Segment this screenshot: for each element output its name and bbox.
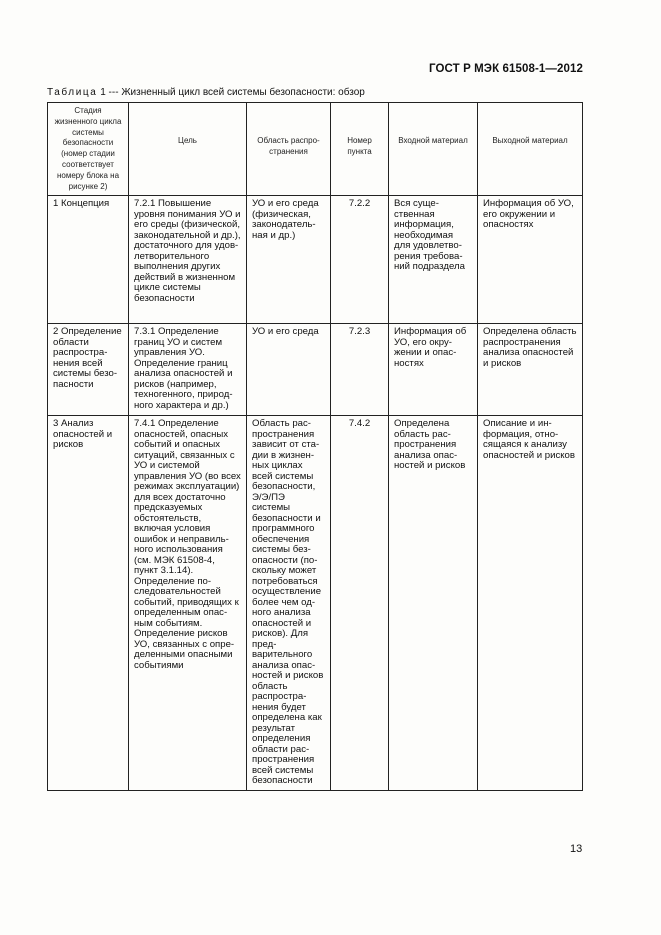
- caption-number: 1: [100, 87, 106, 98]
- cell-input: Вся существенная информация, необходимая для удовлетворения требований подраздела: [389, 196, 478, 324]
- table-header-row: [48, 103, 583, 196]
- page-number: 13: [570, 843, 583, 855]
- cell-stage: 1 Концепция: [48, 196, 129, 324]
- cell-scope: УО и его среда: [247, 324, 331, 416]
- caption-text: Жизненный цикл всей системы безопасности: обзор: [121, 87, 365, 98]
- cell-stage: 3 Анализ опасностей и рисков: [48, 416, 129, 791]
- caption-dash: ---: [108, 87, 119, 98]
- header-scope: Область распространения: [247, 103, 331, 196]
- caption-label: Таблица: [47, 87, 98, 98]
- table-caption: [47, 87, 365, 98]
- cell-clause: 7.2.3: [331, 324, 389, 416]
- header-goal: Цель: [129, 103, 247, 196]
- cell-goal: 7.4.1 Определение опасностей, опасных событий и опасных ситуаций, связанных с УО и системой управления УО (во всех режимах эксплуатации) для всех достаточно предсказуемых обстоятельств, включая условия ошибок и неправильного использования (см. МЭК 61508-4, пункт 3.1.14). Определение последовательностей событий, приводящих к определенным опасным событиям. Определение рисков УО, связанных с определенными опасными событиями: [129, 416, 247, 791]
- cell-clause: 7.2.2: [331, 196, 389, 324]
- cell-scope: Область распространения зависит от стадии в жизненных циклах всей системы безопасности, Э/Э/ПЭ системы безопасности и программного обеспечения системы безопасности (поскольку может потребоваться осуществление более чем одного анализа опасностей и рисков). Для предварительного анализа опасностей и рисков область распространения будет определена как результат определения области распространения всей системы безопасности: [247, 416, 331, 791]
- header-stage: Стадия жизненного цикла системы безопасности (номер стадии соответствует номеру блока на рисунке 2): [48, 103, 129, 196]
- cell-output: Информация об УО, его окружении и опасностях: [478, 196, 583, 324]
- cell-input: Информация об УО, его окружении и опасностях: [389, 324, 478, 416]
- cell-goal: 7.3.1 Определение границ УО и систем управления УО. Определение границ анализа опасностей и рисков (например, техногенного, природного характера и др.): [129, 324, 247, 416]
- cell-clause: 7.4.2: [331, 416, 389, 791]
- cell-input: Определена область распространения анализа опасностей и рисков: [389, 416, 478, 791]
- cell-output: Определена область распространения анализа опасностей и рисков: [478, 324, 583, 416]
- table-row: [48, 324, 583, 416]
- lifecycle-table: [47, 102, 583, 791]
- header-clause: Номер пункта: [331, 103, 389, 196]
- cell-stage: 2 Определение области распространения всей системы безопасности: [48, 324, 129, 416]
- document-code: ГОСТ Р МЭК 61508-1—2012: [429, 63, 583, 75]
- table-row: [48, 416, 583, 791]
- table-row: [48, 196, 583, 324]
- cell-scope: УО и его среда (физическая, законодательная и др.): [247, 196, 331, 324]
- header-output: Выходной материал: [478, 103, 583, 196]
- cell-goal: 7.2.1 Повышение уровня понимания УО и его среды (физической, законодательной и др.), достаточного для удовлетворительного выполнения других действий в жизненном цикле системы безопасности: [129, 196, 247, 324]
- cell-output: Описание и информация, относящаяся к анализу опасностей и рисков: [478, 416, 583, 791]
- header-input: Входной материал: [389, 103, 478, 196]
